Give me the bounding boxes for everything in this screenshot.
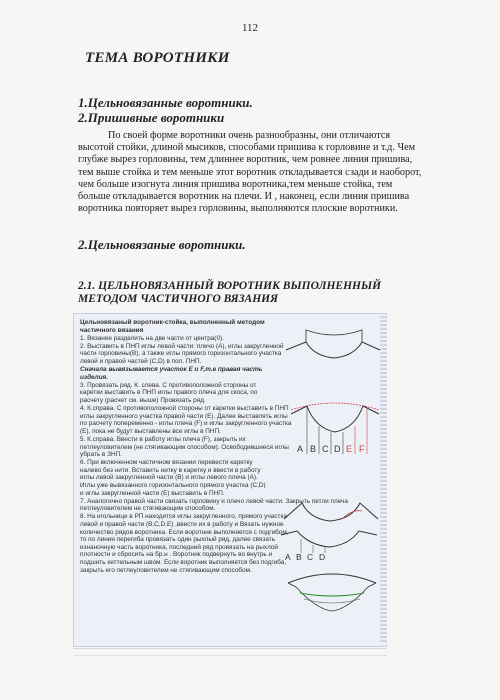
letter2-a: A bbox=[285, 552, 291, 561]
section-heading-3: 2.Цельновязаные воротники. bbox=[78, 237, 246, 252]
letter2-b: B bbox=[296, 552, 302, 561]
step-4: 4. К.справа. С противоположной стороны от каретки выставить в ПНП иглы закругленного участка правой части (Е). Далее выставлять иглы по расчету попеременно - иглы плеча (F) и иглы закругленного участка (Е), пока не будут выставлены все иглы в ПНП. bbox=[80, 405, 292, 435]
bottom-rule bbox=[73, 648, 387, 649]
letter-b: B bbox=[310, 444, 317, 454]
inset-title: Цельновязаный воротник-стойка, выполненный методом частичного вязания bbox=[80, 319, 265, 334]
letter-f: F bbox=[359, 444, 365, 454]
step-7: 7. Аналогично правой части связать горловину и плечо левой части. Закрыть петли плеча петлеуловителем не стягивающим способом. bbox=[80, 497, 348, 513]
section-heading-2: 2.Пришивные воротники bbox=[78, 110, 225, 125]
letter-d: D bbox=[334, 444, 341, 454]
step-1: 1. Вязание разделить на две части от центра(0). bbox=[80, 334, 224, 342]
step-8: 8. На игольнице в РП находятся иглы закругленного, прямого участка левой и правой части (В,С,D,Е) ,ввести их в работу и Вязать нужное количество рядов воротника. Если воротник выполняется с подгибом, то по линии перегиба провязать один рыхлый ряд, далее связать изнаночную часть воротника, последний ряд провязать на рыхлой плотности и сбросить на бр.н . Воротник подвернуть во внутрь и подшить кеттельным швом. Если воротник выполняется без подгиба, закрыть его петлеуловителем не стягивающим способом. bbox=[80, 513, 289, 574]
step-3: 3. Провязать ряд. К. слева. С противоположной стороны от каретки выставить в ПНП иглы правого плеча для скоса, по расчету (расчет см. выше) Провязать ряд. bbox=[80, 381, 258, 404]
letter2-c: C bbox=[307, 552, 314, 561]
step-2: 2. Выставить в ПНП иглы левой части: плечо (А), иглы закругленной части горловины(В), а также иглы прямого горизонтального участка левой и правой частей (С,D) в пол. ПНП. bbox=[80, 342, 284, 365]
neckline-diagram-4 bbox=[279, 529, 379, 561]
topic-heading: ТЕМА ВОРОТНИКИ bbox=[85, 50, 230, 66]
section-heading-1: 1.Цельновязанные воротники. bbox=[78, 95, 253, 110]
bottom-rule-secondary bbox=[73, 655, 387, 656]
subsection-heading: 2.1. ЦЕЛЬНОВЯЗАННЫЙ ВОРОТНИК ВЫПОЛНЕННЫЙ МЕТОДОМ ЧАСТИЧНОГО ВЯЗАНИЯ bbox=[78, 280, 382, 305]
collar-diagram bbox=[286, 569, 378, 629]
letter2-d: D bbox=[319, 552, 326, 561]
step-note: Сначала вывязывается участок Е и F,т.е правая часть изделия. bbox=[80, 366, 263, 381]
intro-paragraph bbox=[78, 130, 423, 215]
neckline-diagram-2 bbox=[289, 392, 381, 470]
paragraph-text: По своей форме воротники очень разнообразны, они отличаются высотой стойки, длиной мысиков, способами пришива к горловине и т.д. Чем глубже вырез горловины, тем длиннее воротник, чем ровнее линия пришива, тем выше стойка и тем меньше этот воротник откладывается сзади и наоборот, чем больше изогнута линия пришива воротника,тем меньше стойка, тем больше откладывается воротник на плечи. И , наконец, если линия пришива воротника повторяет вырез горловины, выполняются плоские воротники. bbox=[78, 130, 422, 215]
letter-e: E bbox=[346, 444, 353, 454]
letter-c: C bbox=[322, 444, 329, 454]
page-number: 112 bbox=[241, 22, 259, 34]
inset-edge-stripe bbox=[380, 316, 387, 644]
step-6: 6. При включенном частичном вязании перевести каретку налево без нити. Вставить нитку в каретку и ввести в работу иглы левой закругленной части (В) и иглы левого плеча (А). Иглы уже вывязанного горизонтального прямого участка (С,D) и иглы закругленной части (Е) выставить в ПНП. bbox=[80, 459, 266, 497]
neckline-diagram-1 bbox=[284, 322, 382, 372]
instruction-inset bbox=[73, 313, 387, 647]
letter-a: A bbox=[297, 444, 304, 454]
step-5: 5. К.справа. Ввести в работу иглы плеча (F), закрыть их петлеуловителем (не стягивающим способом). Освободившиеся иглы убрать в ЗНП. bbox=[80, 435, 289, 459]
